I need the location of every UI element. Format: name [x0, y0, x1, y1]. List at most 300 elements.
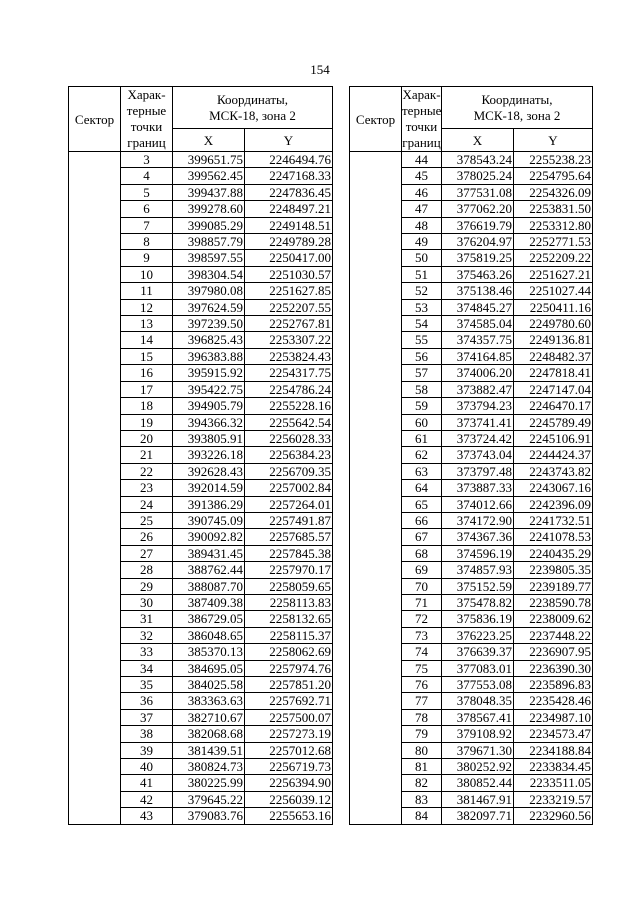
point-number-cell: 66 [402, 512, 442, 528]
table-row [69, 430, 333, 446]
x-coordinate-cell: 374845.27 [442, 299, 514, 315]
y-coordinate-cell: 2234188.84 [514, 742, 593, 758]
y-coordinate-cell: 2247818.41 [514, 365, 593, 381]
point-number-cell: 64 [402, 480, 442, 496]
sector-cell [69, 759, 121, 775]
y-coordinate-cell: 2235896.83 [514, 677, 593, 693]
point-number-cell: 70 [402, 578, 442, 594]
point-number-cell: 22 [121, 463, 173, 479]
x-coordinate-cell: 376619.79 [442, 217, 514, 233]
sector-cell [350, 234, 402, 250]
point-number-cell: 26 [121, 529, 173, 545]
sector-cell [350, 693, 402, 709]
x-coordinate-cell: 373797.48 [442, 463, 514, 479]
x-coordinate-cell: 388762.44 [173, 562, 245, 578]
table-row [350, 316, 593, 332]
y-coordinate-cell: 2243743.82 [514, 463, 593, 479]
y-coordinate-cell: 2255228.16 [245, 398, 333, 414]
y-coordinate-cell: 2240435.29 [514, 545, 593, 561]
sector-cell [350, 381, 402, 397]
sector-cell [69, 299, 121, 315]
table-row [350, 201, 593, 217]
x-coordinate-cell: 379083.76 [173, 808, 245, 824]
x-coordinate-cell: 373887.33 [442, 480, 514, 496]
header-char-line: Харак- [402, 87, 441, 102]
header-y: Y [514, 129, 593, 152]
sector-cell [350, 545, 402, 561]
table-row [69, 512, 333, 528]
x-coordinate-cell: 377062.20 [442, 201, 514, 217]
x-coordinate-cell: 387409.38 [173, 594, 245, 610]
x-coordinate-cell: 399562.45 [173, 168, 245, 184]
point-number-cell: 17 [121, 381, 173, 397]
sector-cell [350, 365, 402, 381]
y-coordinate-cell: 2254795.64 [514, 168, 593, 184]
x-coordinate-cell: 399437.88 [173, 184, 245, 200]
table-row [350, 660, 593, 676]
y-coordinate-cell: 2257845.38 [245, 545, 333, 561]
x-coordinate-cell: 373743.04 [442, 447, 514, 463]
x-coordinate-cell: 374172.90 [442, 512, 514, 528]
x-coordinate-cell: 398857.79 [173, 234, 245, 250]
x-coordinate-cell: 386729.05 [173, 611, 245, 627]
y-coordinate-cell: 2256039.12 [245, 791, 333, 807]
y-coordinate-cell: 2238009.62 [514, 611, 593, 627]
x-coordinate-cell: 374596.19 [442, 545, 514, 561]
sector-cell [69, 677, 121, 693]
table-row [350, 578, 593, 594]
table-row [350, 677, 593, 693]
x-coordinate-cell: 382097.71 [442, 808, 514, 824]
sector-cell [69, 316, 121, 332]
table-row [350, 693, 593, 709]
y-coordinate-cell: 2251627.85 [245, 283, 333, 299]
sector-cell [350, 201, 402, 217]
table-row [350, 562, 593, 578]
sector-cell [69, 250, 121, 266]
point-number-cell: 44 [402, 152, 442, 168]
table-row [350, 759, 593, 775]
y-coordinate-cell: 2252767.81 [245, 316, 333, 332]
header-coords-line: Координаты, [481, 91, 553, 107]
sector-cell [350, 578, 402, 594]
x-coordinate-cell: 380252.92 [442, 759, 514, 775]
y-coordinate-cell: 2254317.75 [245, 365, 333, 381]
table-row [69, 594, 333, 610]
x-coordinate-cell: 376223.25 [442, 627, 514, 643]
header-coordinates [442, 87, 593, 129]
x-coordinate-cell: 382710.67 [173, 709, 245, 725]
coordinates-table-right [349, 86, 593, 825]
table-row [69, 168, 333, 184]
y-coordinate-cell: 2242396.09 [514, 496, 593, 512]
x-coordinate-cell: 390745.09 [173, 512, 245, 528]
sector-cell [69, 512, 121, 528]
x-coordinate-cell: 374012.66 [442, 496, 514, 512]
y-coordinate-cell: 2236907.95 [514, 644, 593, 660]
x-coordinate-cell: 385370.13 [173, 644, 245, 660]
point-number-cell: 59 [402, 398, 442, 414]
table-row [69, 283, 333, 299]
point-number-cell: 5 [121, 184, 173, 200]
y-coordinate-cell: 2247836.45 [245, 184, 333, 200]
sector-cell [69, 152, 121, 168]
point-number-cell: 41 [121, 775, 173, 791]
y-coordinate-cell: 2255642.54 [245, 414, 333, 430]
sector-cell [350, 316, 402, 332]
y-coordinate-cell: 2245789.49 [514, 414, 593, 430]
point-number-cell: 76 [402, 677, 442, 693]
sector-cell [69, 496, 121, 512]
y-coordinate-cell: 2234987.10 [514, 709, 593, 725]
header-characteristic-points [402, 87, 442, 152]
sector-cell [69, 726, 121, 742]
point-number-cell: 27 [121, 545, 173, 561]
sector-cell [350, 611, 402, 627]
y-coordinate-cell: 2257491.87 [245, 512, 333, 528]
point-number-cell: 24 [121, 496, 173, 512]
table-row [350, 414, 593, 430]
point-number-cell: 23 [121, 480, 173, 496]
point-number-cell: 18 [121, 398, 173, 414]
y-coordinate-cell: 2246470.17 [514, 398, 593, 414]
sector-cell [69, 480, 121, 496]
point-number-cell: 60 [402, 414, 442, 430]
sector-cell [350, 414, 402, 430]
table-row [69, 250, 333, 266]
table-row [69, 759, 333, 775]
x-coordinate-cell: 395915.92 [173, 365, 245, 381]
point-number-cell: 39 [121, 742, 173, 758]
header-char-line: терные [402, 103, 442, 118]
y-coordinate-cell: 2235428.46 [514, 693, 593, 709]
y-coordinate-cell: 2256719.73 [245, 759, 333, 775]
point-number-cell: 73 [402, 627, 442, 643]
x-coordinate-cell: 392628.43 [173, 463, 245, 479]
x-coordinate-cell: 389431.45 [173, 545, 245, 561]
table-row [350, 709, 593, 725]
sector-cell [350, 709, 402, 725]
sector-cell [69, 693, 121, 709]
x-coordinate-cell: 399278.60 [173, 201, 245, 217]
table-row [69, 791, 333, 807]
x-coordinate-cell: 386048.65 [173, 627, 245, 643]
y-coordinate-cell: 2253307.22 [245, 332, 333, 348]
point-number-cell: 54 [402, 316, 442, 332]
point-number-cell: 53 [402, 299, 442, 315]
header-coords-line: МСК-18, зона 2 [209, 107, 296, 123]
table-row [69, 545, 333, 561]
x-coordinate-cell: 373794.23 [442, 398, 514, 414]
point-number-cell: 43 [121, 808, 173, 824]
sector-cell [69, 430, 121, 446]
sector-cell [69, 529, 121, 545]
table-row [69, 496, 333, 512]
sector-cell [350, 726, 402, 742]
point-number-cell: 62 [402, 447, 442, 463]
y-coordinate-cell: 2258059.65 [245, 578, 333, 594]
sector-cell [69, 562, 121, 578]
table-row [69, 447, 333, 463]
y-coordinate-cell: 2258115.37 [245, 627, 333, 643]
table-row [69, 709, 333, 725]
point-number-cell: 35 [121, 677, 173, 693]
y-coordinate-cell: 2246494.76 [245, 152, 333, 168]
table-row [350, 529, 593, 545]
y-coordinate-cell: 2252209.22 [514, 250, 593, 266]
table-row [69, 463, 333, 479]
x-coordinate-cell: 377531.08 [442, 184, 514, 200]
table-row [69, 562, 333, 578]
table-row [69, 644, 333, 660]
sector-cell [69, 283, 121, 299]
sector-cell [350, 463, 402, 479]
x-coordinate-cell: 374164.85 [442, 348, 514, 364]
x-coordinate-cell: 393805.91 [173, 430, 245, 446]
point-number-cell: 68 [402, 545, 442, 561]
point-number-cell: 11 [121, 283, 173, 299]
point-number-cell: 50 [402, 250, 442, 266]
page-number: 154 [310, 62, 330, 77]
sector-cell [350, 627, 402, 643]
point-number-cell: 38 [121, 726, 173, 742]
sector-cell [350, 250, 402, 266]
y-coordinate-cell: 2257002.84 [245, 480, 333, 496]
sector-cell [350, 184, 402, 200]
x-coordinate-cell: 399651.75 [173, 152, 245, 168]
table-row [69, 480, 333, 496]
point-number-cell: 63 [402, 463, 442, 479]
point-number-cell: 6 [121, 201, 173, 217]
x-coordinate-cell: 373741.41 [442, 414, 514, 430]
y-coordinate-cell: 2253312.80 [514, 217, 593, 233]
table-row [350, 496, 593, 512]
table-row [350, 217, 593, 233]
table-row [350, 365, 593, 381]
point-number-cell: 78 [402, 709, 442, 725]
point-number-cell: 12 [121, 299, 173, 315]
sector-cell [69, 791, 121, 807]
y-coordinate-cell: 2250411.16 [514, 299, 593, 315]
x-coordinate-cell: 374585.04 [442, 316, 514, 332]
table-row [69, 775, 333, 791]
sector-cell [350, 677, 402, 693]
table-row [350, 430, 593, 446]
y-coordinate-cell: 2257273.19 [245, 726, 333, 742]
y-coordinate-cell: 2253824.43 [245, 348, 333, 364]
y-coordinate-cell: 2258062.69 [245, 644, 333, 660]
point-number-cell: 20 [121, 430, 173, 446]
x-coordinate-cell: 390092.82 [173, 529, 245, 545]
y-coordinate-cell: 2255653.16 [245, 808, 333, 824]
y-coordinate-cell: 2256394.90 [245, 775, 333, 791]
point-number-cell: 51 [402, 266, 442, 282]
y-coordinate-cell: 2253831.50 [514, 201, 593, 217]
point-number-cell: 46 [402, 184, 442, 200]
y-coordinate-cell: 2258132.65 [245, 611, 333, 627]
point-number-cell: 57 [402, 365, 442, 381]
x-coordinate-cell: 375478.82 [442, 594, 514, 610]
point-number-cell: 3 [121, 152, 173, 168]
coordinates-table-left [68, 86, 333, 825]
point-number-cell: 40 [121, 759, 173, 775]
sector-cell [350, 791, 402, 807]
x-coordinate-cell: 398304.54 [173, 266, 245, 282]
sector-cell [350, 332, 402, 348]
sector-cell [350, 168, 402, 184]
point-number-cell: 7 [121, 217, 173, 233]
table-row [69, 299, 333, 315]
point-number-cell: 25 [121, 512, 173, 528]
table-row [69, 234, 333, 250]
point-number-cell: 69 [402, 562, 442, 578]
point-number-cell: 19 [121, 414, 173, 430]
sector-cell [350, 480, 402, 496]
point-number-cell: 32 [121, 627, 173, 643]
header-char-line: терные [126, 103, 167, 118]
y-coordinate-cell: 2256384.23 [245, 447, 333, 463]
y-coordinate-cell: 2249789.28 [245, 234, 333, 250]
x-coordinate-cell: 375463.26 [442, 266, 514, 282]
sector-cell [350, 152, 402, 168]
sector-cell [69, 184, 121, 200]
point-number-cell: 82 [402, 775, 442, 791]
x-coordinate-cell: 376639.37 [442, 644, 514, 660]
point-number-cell: 49 [402, 234, 442, 250]
table-row [69, 693, 333, 709]
point-number-cell: 79 [402, 726, 442, 742]
table-row [350, 152, 593, 168]
table-row [69, 316, 333, 332]
y-coordinate-cell: 2239189.77 [514, 578, 593, 594]
header-char-line: Харак- [127, 87, 166, 102]
sector-cell [350, 529, 402, 545]
sector-cell [350, 594, 402, 610]
sector-cell [350, 775, 402, 791]
y-coordinate-cell: 2248482.37 [514, 348, 593, 364]
header-char-line: границ [402, 135, 441, 150]
y-coordinate-cell: 2249136.81 [514, 332, 593, 348]
x-coordinate-cell: 394366.32 [173, 414, 245, 430]
x-coordinate-cell: 395422.75 [173, 381, 245, 397]
x-coordinate-cell: 378025.24 [442, 168, 514, 184]
x-coordinate-cell: 380852.44 [442, 775, 514, 791]
y-coordinate-cell: 2255238.23 [514, 152, 593, 168]
table-row [69, 578, 333, 594]
x-coordinate-cell: 376204.97 [442, 234, 514, 250]
x-coordinate-cell: 373724.42 [442, 430, 514, 446]
x-coordinate-cell: 396383.88 [173, 348, 245, 364]
sector-cell [350, 644, 402, 660]
sector-cell [350, 398, 402, 414]
point-number-cell: 10 [121, 266, 173, 282]
point-number-cell: 8 [121, 234, 173, 250]
x-coordinate-cell: 384695.05 [173, 660, 245, 676]
x-coordinate-cell: 374857.93 [442, 562, 514, 578]
table-row [350, 381, 593, 397]
sector-cell [69, 381, 121, 397]
point-number-cell: 56 [402, 348, 442, 364]
table-row [350, 398, 593, 414]
point-number-cell: 83 [402, 791, 442, 807]
sector-cell [350, 562, 402, 578]
y-coordinate-cell: 2249780.60 [514, 316, 593, 332]
table-row [69, 611, 333, 627]
table-row [69, 726, 333, 742]
x-coordinate-cell: 379108.92 [442, 726, 514, 742]
y-coordinate-cell: 2251030.57 [245, 266, 333, 282]
y-coordinate-cell: 2233219.57 [514, 791, 593, 807]
table-row [350, 234, 593, 250]
table-row [350, 775, 593, 791]
header-coords-line: МСК-18, зона 2 [473, 107, 561, 123]
header-char-line: точки [405, 119, 438, 134]
y-coordinate-cell: 2251027.44 [514, 283, 593, 299]
x-coordinate-cell: 375152.59 [442, 578, 514, 594]
table-row [69, 414, 333, 430]
table-row [69, 381, 333, 397]
sector-cell [69, 594, 121, 610]
y-coordinate-cell: 2244424.37 [514, 447, 593, 463]
table-row [350, 168, 593, 184]
sector-cell [69, 217, 121, 233]
table-row [350, 627, 593, 643]
point-number-cell: 15 [121, 348, 173, 364]
table-row [69, 201, 333, 217]
header-sector: Сектор [69, 87, 121, 152]
point-number-cell: 13 [121, 316, 173, 332]
x-coordinate-cell: 396825.43 [173, 332, 245, 348]
x-coordinate-cell: 374367.36 [442, 529, 514, 545]
y-coordinate-cell: 2257012.68 [245, 742, 333, 758]
x-coordinate-cell: 379645.22 [173, 791, 245, 807]
header-coordinates [173, 87, 333, 129]
x-coordinate-cell: 398597.55 [173, 250, 245, 266]
sector-cell [69, 742, 121, 758]
header-x: X [173, 129, 245, 152]
y-coordinate-cell: 2257264.01 [245, 496, 333, 512]
x-coordinate-cell: 375819.25 [442, 250, 514, 266]
sector-cell [350, 660, 402, 676]
sector-cell [350, 512, 402, 528]
sector-cell [69, 201, 121, 217]
x-coordinate-cell: 374006.20 [442, 365, 514, 381]
point-number-cell: 55 [402, 332, 442, 348]
y-coordinate-cell: 2243067.16 [514, 480, 593, 496]
x-coordinate-cell: 379671.30 [442, 742, 514, 758]
table-row [350, 791, 593, 807]
sector-cell [350, 447, 402, 463]
table-row [350, 742, 593, 758]
table-row [350, 332, 593, 348]
table-row [350, 299, 593, 315]
point-number-cell: 29 [121, 578, 173, 594]
point-number-cell: 58 [402, 381, 442, 397]
table-row [69, 660, 333, 676]
y-coordinate-cell: 2257851.20 [245, 677, 333, 693]
x-coordinate-cell: 373882.47 [442, 381, 514, 397]
table-row [350, 463, 593, 479]
y-coordinate-cell: 2247168.33 [245, 168, 333, 184]
table-row [69, 266, 333, 282]
x-coordinate-cell: 383363.63 [173, 693, 245, 709]
table-row [69, 217, 333, 233]
sector-cell [69, 808, 121, 824]
y-coordinate-cell: 2257974.76 [245, 660, 333, 676]
y-coordinate-cell: 2251627.21 [514, 266, 593, 282]
y-coordinate-cell: 2237448.22 [514, 627, 593, 643]
table-row [350, 512, 593, 528]
